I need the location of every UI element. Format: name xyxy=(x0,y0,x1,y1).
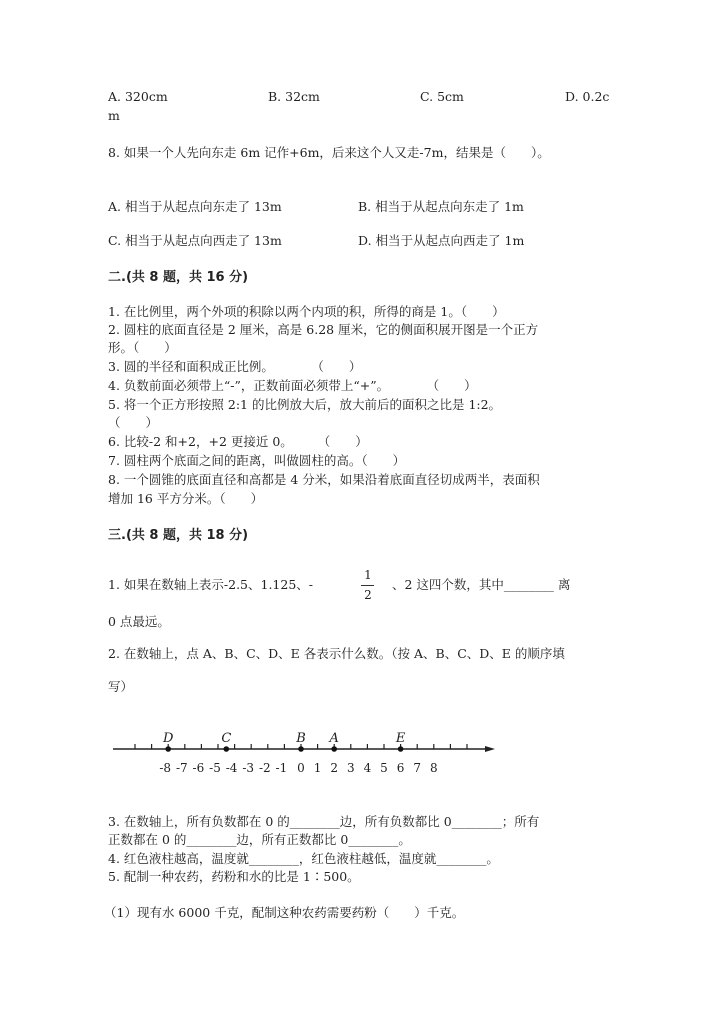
q7-option-d: D. 0.2c xyxy=(565,89,610,104)
point-label-A: A xyxy=(329,731,339,746)
tick-label: 4 xyxy=(363,761,372,775)
tick-label: -7 xyxy=(175,761,188,775)
fraction-bar xyxy=(361,585,374,586)
s2-line: 7. 圆柱两个底面之间的距离，叫做圆柱的高。（ ） xyxy=(108,453,406,468)
s3-line: 4. 红色液柱越高，温度就________，红色液柱越低，温度就________。 xyxy=(108,851,499,866)
section3-title: 三.(共 8 题，共 18 分) xyxy=(108,528,249,543)
axis-arrow xyxy=(485,746,495,752)
s3-q1-pre: 1. 如果在数轴上表示-2.5、1.125、- xyxy=(108,577,314,592)
tick-label: 5 xyxy=(380,761,388,775)
s3-line: 正数都在 0 的________边，所有正数都比 0________。 xyxy=(108,832,411,847)
tick-label: -8 xyxy=(159,761,172,775)
tick-label: -1 xyxy=(275,761,288,775)
point-label-E: E xyxy=(395,731,406,746)
fraction-numerator: 1 xyxy=(364,568,372,582)
s2-line: 5. 将一个正方形按照 2:1 的比例放大后，放大前后的面积之比是 1:2。 xyxy=(108,397,502,412)
point-label-C: C xyxy=(221,731,232,746)
tick-label: 7 xyxy=(413,761,422,775)
section2-title: 二.(共 8 题，共 16 分) xyxy=(108,270,249,285)
tick-label: 0 xyxy=(297,761,305,775)
number-line xyxy=(0,720,720,780)
s2-line: 3. 圆的半径和面积成正比例。 （ ） xyxy=(108,359,362,374)
q7-option-b: B. 32cm xyxy=(268,89,320,104)
s2-line: （ ） xyxy=(108,415,159,430)
s2-line: 1. 在比例里，两个外项的积除以两个内项的积，所得的商是 1。（ ） xyxy=(108,304,505,319)
point-label-B: B xyxy=(296,731,306,746)
q8-option-d: D. 相当于从起点向西走了 1m xyxy=(358,233,525,248)
point-A xyxy=(331,746,337,752)
tick-label: -6 xyxy=(192,761,205,775)
tick-label: 2 xyxy=(330,761,339,775)
s3-q1-post: 、2 这四个数，其中________ 离 xyxy=(392,577,571,592)
s3-q2-wrap: 写） xyxy=(108,679,134,694)
tick-label: 8 xyxy=(429,761,438,775)
s3-q1-wrap: 0 点最远。 xyxy=(108,614,170,629)
s3-line: 3. 在数轴上，所有负数都在 0 的________边，所有负数都比 0________；所有 xyxy=(108,814,540,829)
q8-option-b: B. 相当于从起点向东走了 1m xyxy=(358,199,524,214)
s3-q5-1: （1）现有水 6000 千克，配制这种农药需要药粉（ ）千克。 xyxy=(104,905,465,920)
s2-line: 8. 一个圆锥的底面直径和高都是 4 分米，如果沿着底面直径切成两半，表面积 xyxy=(108,472,540,487)
s3-line: 5. 配制一种农药，药粉和水的比是 1∶500。 xyxy=(108,869,360,884)
s2-line: 形。（ ） xyxy=(108,340,177,355)
q7-option-d-wrap: m xyxy=(108,108,120,123)
q7-option-a: A. 320cm xyxy=(108,89,168,104)
point-E xyxy=(398,746,404,752)
tick-label: -4 xyxy=(225,761,238,775)
tick-label: 3 xyxy=(346,761,355,775)
q7-option-c: C. 5cm xyxy=(420,89,464,104)
tick-label: 6 xyxy=(396,761,405,775)
tick-label: -5 xyxy=(209,761,221,775)
s2-line: 4. 负数前面必须带上“-”，正数前面必须带上“+”。 （ ） xyxy=(108,378,477,393)
tick-label: -3 xyxy=(242,761,255,775)
q8-option-c: C. 相当于从起点向西走了 13m xyxy=(108,233,282,248)
point-B xyxy=(298,746,304,752)
q8-stem: 8. 如果一个人先向东走 6m 记作+6m，后来这个人又走-7m，结果是（ ）。 xyxy=(108,145,550,160)
s2-line: 6. 比较-2 和+2，+2 更接近 0。 （ ） xyxy=(108,434,368,449)
s2-line: 增加 16 平方分米。（ ） xyxy=(108,491,264,506)
point-C xyxy=(224,746,230,752)
tick-label: 1 xyxy=(313,761,322,775)
point-D xyxy=(165,746,171,752)
point-label-D: D xyxy=(162,731,174,746)
s3-q2: 2. 在数轴上，点 A、B、C、D、E 各表示什么数。（按 A、B、C、D、E 的顺序填 xyxy=(108,646,565,661)
tick-label: -2 xyxy=(258,761,271,775)
q8-option-a: A. 相当于从起点向东走了 13m xyxy=(108,199,282,214)
fraction-denominator: 2 xyxy=(364,588,372,602)
s2-line: 2. 圆柱的底面直径是 2 厘米，高是 6.28 厘米，它的侧面积展开图是一个正方 xyxy=(108,322,539,337)
